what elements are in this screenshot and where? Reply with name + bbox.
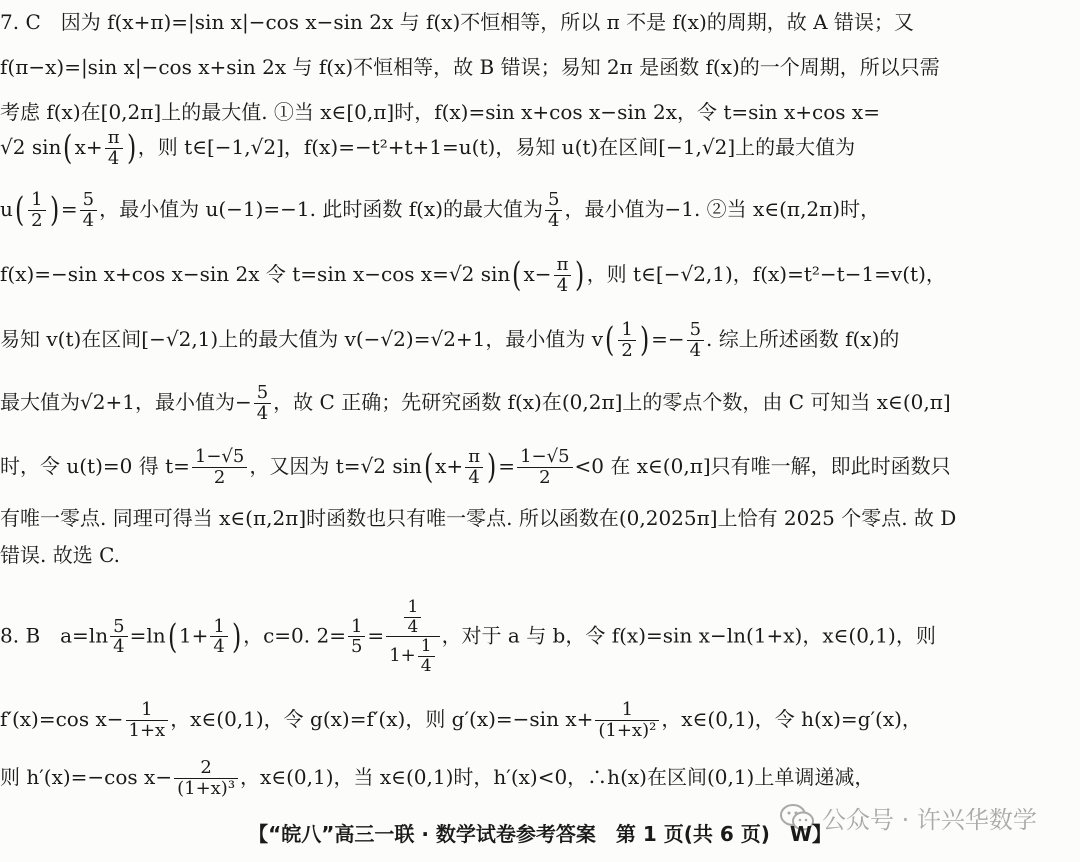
sol7-line8: 最大值为√2+1，最小值为− $\frac{5}{4}$ ，故 C 正确；先研究函数 f(x)在(0,2π]上的零点个数，由 C 可知当 x∈(0,π] xyxy=(0,382,951,424)
fraction-pi-over-4-b: $\frac{\pi}{4}$ xyxy=(554,255,572,296)
sol7-line9: 时，令 u(t)=0 得 t= $\frac{1-√5}{2}$ ，又因为 t=√2 sin(x+ $\frac{\pi}{4}$ )= $\frac{1-√5}{2}$ <0 在 x∈(0,π]只有唯一解，即此时函数只 xyxy=(0,446,951,488)
fraction-5-over-4-c: $\frac{5}{4}$ xyxy=(687,320,704,361)
fraction-5-over-4-d: $\frac{5}{4}$ xyxy=(254,383,271,424)
sol7-line5: u( $\frac{1}{2}$ )= $\frac{5}{4}$ ，最小值为 u(−1)=−1. 此时函数 f(x)的最大值为 $\frac{5}{4}$ ，最小值为−1. ②当 x∈(π,2π)时， xyxy=(0,189,881,231)
sol7-line7: 易知 v(t)在区间[−√2,1)上的最大值为 v(−√2)=√2+1，最小值为 v( $\frac{1}{2}$ )=− $\frac{5}{4}$ . 综上所述函数 f(x)的 xyxy=(0,319,900,361)
fraction-5-over-4-b: $\frac{5}{4}$ xyxy=(545,190,562,231)
fraction-1-over-2-b: $\frac{1}{2}$ xyxy=(618,320,635,361)
compound-fraction: $\frac{1}{4}$ 1+ $\frac{1}{4}$ xyxy=(386,598,439,676)
sol7-line10: 有唯一零点. 同理可得当 x∈(π,2π]时函数也只有唯一零点. 所以函数在(0,2025π]上恰有 2025 个零点. 故 D xyxy=(0,506,957,530)
sol7-line4: √2 sin(x+ $\frac{\pi}{4}$ )，则 t∈[−1,√2]，f(x)=−t²+t+1=u(t)，易知 u(t)在区间[−1,√2]上的最大值为 xyxy=(0,127,856,169)
sol7-line3: 考虑 f(x)在[0,2π]上的最大值. ①当 x∈[0,π]时，f(x)=sin x+cos x−sin 2x，令 t=sin x+cos x= xyxy=(0,100,880,124)
sol8-line1: 8. B a=ln $\frac{5}{4}$ =ln(1+ $\frac{1}{4}$ )，c=0. 2= $\frac{1}{5}$ = $\frac{1}{4}$ 1+ $\frac{1}{4}$ ，对于 a 与 b，令 f(x)=sin x−ln(1+x)，x∈(0,1)，则 xyxy=(0,597,936,677)
left-paren: ( xyxy=(63,128,73,169)
fraction-5-over-4-e: $\frac{5}{4}$ xyxy=(110,617,127,658)
sol7-line6: f(x)=−sin x+cos x−sin 2x 令 t=sin x−cos x=√2 sin(x− $\frac{\pi}{4}$ )，则 t∈[−√2,1)，f(x)=t²−t−1=v(t)， xyxy=(0,254,946,296)
sol7-line11: 错误. 故选 C. xyxy=(0,543,121,567)
sol8-line2: f′(x)=cos x− $\frac{1}{1+x}$ ，x∈(0,1)，令 g(x)=f′(x)，则 g′(x)=−sin x+ $\frac{1}{\text{(1+x)²}}$ ，x∈(0,1)，令 h(x)=g′(x)， xyxy=(0,699,922,741)
fraction-1-minus-sqrt5-over-2-b: $\frac{1-√5}{2}$ xyxy=(517,447,572,488)
fraction-1-over-2: $\frac{1}{2}$ xyxy=(28,190,45,231)
sqrt2-sin: √2 sin xyxy=(0,134,62,159)
fraction-1-over-5: $\frac{1}{5}$ xyxy=(348,617,365,658)
fraction-1-over-1-plus-x-squared: $\frac{1}{\text{(1+x)²}}$ xyxy=(595,700,659,741)
right-paren: ) xyxy=(126,128,136,169)
page-footer: 【“皖八”高三一联 · 数学试卷参考答案 第 1 页(共 6 页) W】 xyxy=(248,822,832,846)
fraction-5-over-4: $\frac{5}{4}$ xyxy=(80,190,97,231)
fraction-pi-over-4: $\frac{\pi}{4}$ xyxy=(105,128,123,169)
sol7-line2: f(π−x)=|sin x|−cos x+sin 2x 与 f(x)不恒相等，故 B 错误；易知 2π 是函数 f(x)的一个周期，所以只需 xyxy=(0,55,940,79)
fraction-pi-over-4-c: $\frac{\pi}{4}$ xyxy=(465,447,483,488)
sol7-line1: 7. C 因为 f(x+π)=|sin x|−cos x−sin 2x 与 f(x)不恒相等，所以 π 不是 f(x)的周期，故 A 错误；又 xyxy=(0,10,914,34)
sol8-line3: 则 h′(x)=−cos x− $\frac{2}{\text{(1+x)³}}$ ，x∈(0,1)，当 x∈(0,1)时，h′(x)<0，∴h(x)在区间(0,1)上单调递减， xyxy=(0,757,875,799)
fraction-1-over-4: $\frac{1}{4}$ xyxy=(210,617,227,658)
fraction-2-over-1-plus-x-cubed: $\frac{2}{\text{(1+x)³}}$ xyxy=(174,758,238,799)
fraction-1-over-1-plus-x: $\frac{1}{1+x}$ xyxy=(126,700,169,741)
watermark-text: 公众号 · 许兴华数学 xyxy=(822,806,1037,834)
fraction-1-minus-sqrt5-over-2: $\frac{1-√5}{2}$ xyxy=(192,447,247,488)
